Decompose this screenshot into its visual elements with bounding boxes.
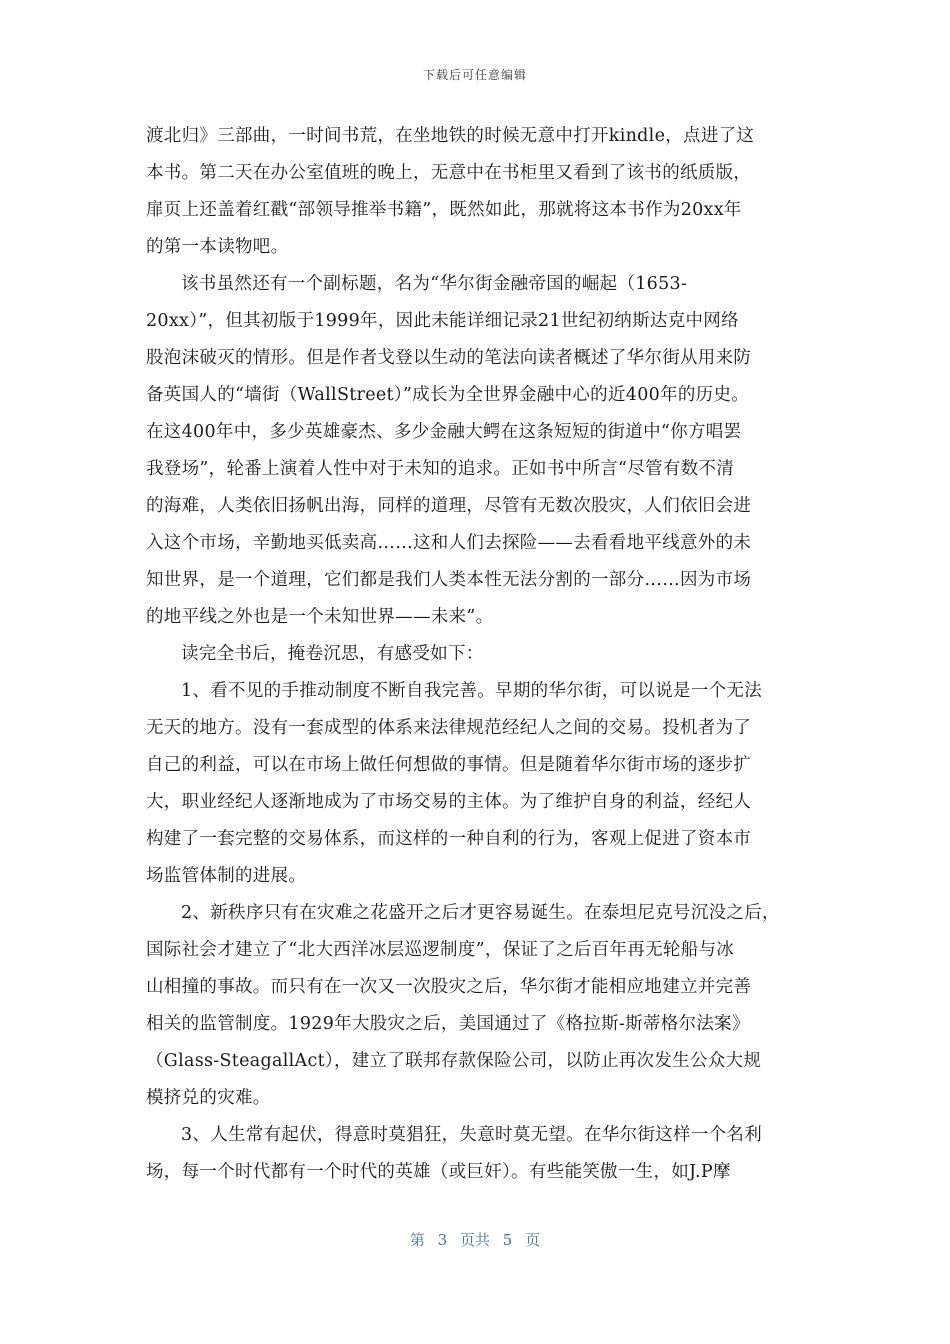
text-line: 的地平线之外也是一个未知世界——未来”。: [146, 607, 494, 627]
text-line: 渡北归》三部曲，一时间书荒，在坐地铁的时候无意中打开kindle，点进了这: [146, 126, 755, 146]
text-line: 知世界，是一个道理，它们都是我们人类本性无法分割的一部分……因为市场: [146, 570, 752, 590]
text-line: 本书。第二天在办公室值班的晚上，无意中在书柜里又看到了该书的纸质版，: [146, 163, 752, 183]
text-line: 该书虽然还有一个副标题，名为“华尔街金融帝国的崛起（1653-: [181, 274, 688, 294]
text-line: 场监管体制的进展。: [146, 866, 307, 886]
text-line: 模挤兑的灾难。: [146, 1088, 271, 1108]
text-line: 的海难，人类依旧扬帆出海，同样的道理，尽管有无数次股灾，人们依旧会进: [146, 496, 752, 516]
text-line: 3、人生常有起伏，得意时莫猖狂，失意时莫无望。在华尔街这样一个名利: [181, 1125, 763, 1145]
text-line: 场，每一个时代都有一个时代的英雄（或巨奸）。有些能笑傲一生，如J.P摩: [146, 1162, 731, 1182]
text-line: 的第一本读物吧。: [146, 237, 289, 257]
text-line: 构建了一套完整的交易体系，而这样的一种自利的行为，客观上促进了资本市: [146, 829, 752, 849]
text-line: 2、新秩序只有在灾难之花盛开之后才更容易诞生。在泰坦尼克号沉没之后，: [181, 903, 780, 923]
text-line: 读完全书后，掩卷沉思，有感受如下：: [181, 644, 484, 664]
document-body: [146, 118, 816, 1191]
text-line: 扉页上还盖着红戳“部领导推举书籍”，既然如此，那就将这本书作为20xx年: [146, 200, 742, 220]
text-line: 1、看不见的手推动制度不断自我完善。早期的华尔街，可以说是一个无法: [181, 681, 763, 701]
page-header: 下载后可任意编辑: [422, 68, 527, 82]
text-line: 备英国人的“墙街（WallStreet）”成长为全世界金融中心的近400年的历史。: [146, 385, 750, 405]
text-line: 无天的地方。没有一套成型的体系来法律规范经纪人之间的交易。投机者为了: [146, 718, 752, 738]
text-line: （Glass-SteagallAct），建立了联邦存款保险公司，以防止再次发生公众大规: [146, 1051, 762, 1071]
page-number: 第 3 页共 5 页: [409, 1231, 541, 1249]
text-line: 自己的利益，可以在市场上做任何想做的事情。但是随着华尔街市场的逐步扩: [146, 755, 752, 775]
text-line: 在这400年中，多少英雄豪杰、多少金融大鳄在这条短短的街道中“你方唱罢: [146, 422, 742, 442]
text-line: 大，职业经纪人逐渐地成为了市场交易的主体。为了维护自身的利益，经纪人: [146, 792, 752, 812]
text-line: 国际社会才建立了“北大西洋冰层巡逻制度”，保证了之后百年再无轮船与冰: [146, 940, 735, 960]
text-line: 20xx）”，但其初版于1999年，因此未能详细记录21世纪初纳斯达克中网络: [146, 311, 739, 331]
text-line: 我登场”，轮番上演着人性中对于未知的追求。正如书中所言“尽管有数不清: [146, 459, 735, 479]
text-line: 入这个市场，辛勤地买低卖高……这和人们去探险——去看看地平线意外的未: [146, 533, 752, 553]
text-line: 股泡沫破灭的情形。但是作者戈登以生动的笔法向读者概述了华尔街从用来防: [146, 348, 752, 368]
text-line: 相关的监管制度。1929年大股灾之后，美国通过了《格拉斯-斯蒂格尔法案》: [146, 1014, 750, 1034]
text-line: 山相撞的事故。而只有在一次又一次股灾之后，华尔街才能相应地建立并完善: [146, 977, 752, 997]
